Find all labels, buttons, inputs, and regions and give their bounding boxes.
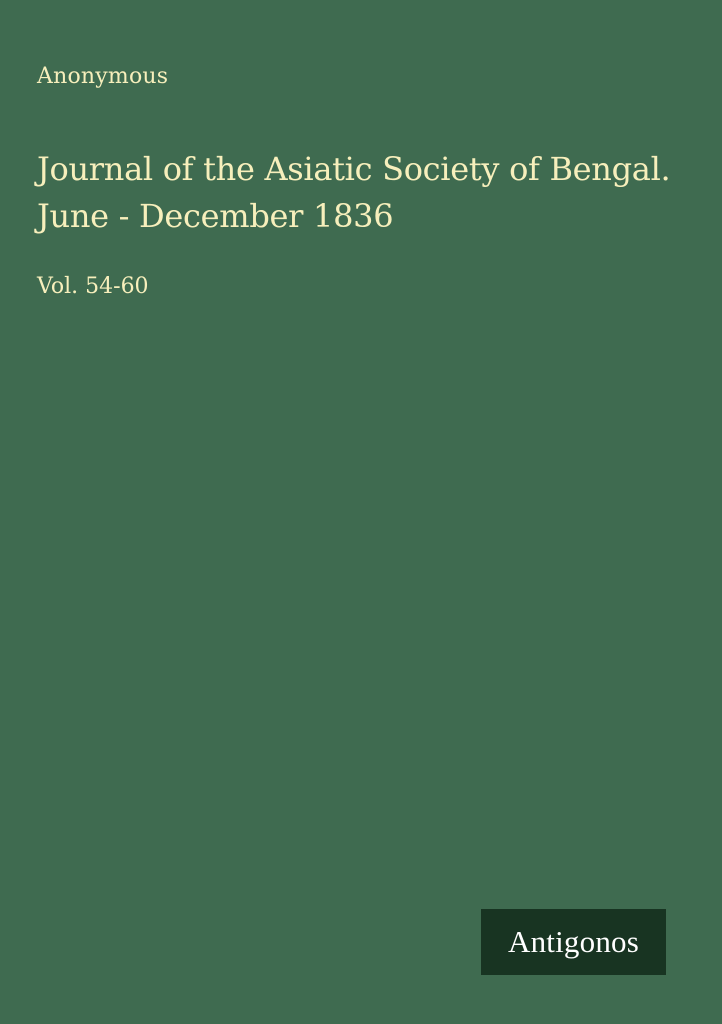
volume-subtitle: Vol. 54-60 [37,274,149,299]
book-title [37,146,697,240]
book-title-line-1: Journal of the Asiatic Society of Bengal. [37,150,671,188]
publisher-logo [481,909,666,975]
book-title-line-2: June - December 1836 [37,197,394,235]
author-name: Anonymous [37,64,169,89]
publisher-name: Antigonos [508,924,639,959]
